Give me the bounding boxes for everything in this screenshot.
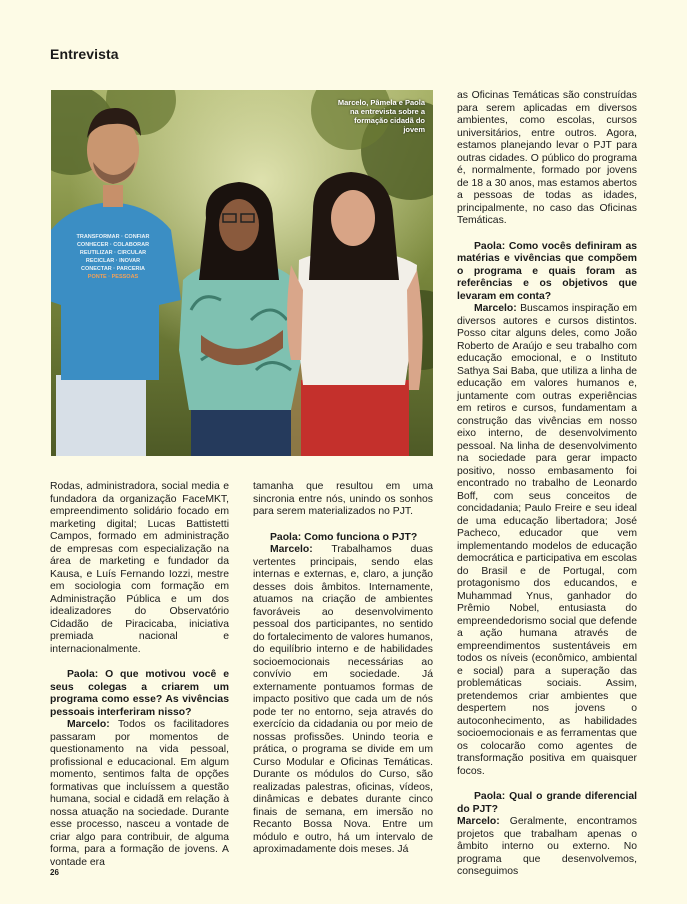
answer-paragraph: Marcelo: Buscamos inspiração em diversos autores e cursos distintos. Posso citar alguns deles, como João Roberto de Araújo e seu trabalho com educação emocional, e o Instituto Sathya Sai Baba, que utiliza a linha de educação em valores humanos e, juntamente com outras experiências em retiros e cursos, fundamentam a construção das vivências em nosso eixo interno, de desenvolvimento pessoal. Na linha de desenvolvimento na sociedade para gerar impacto positivo, nosso embasamento foi encontrado no trabalho de Leonardo Boff, com seus conceitos de concidadania; Paulo Freire e seu ideal de uma educação libertadora; José Pacheco, educador que vem implementando modelos de educação democrática e participativa em escolas do Brasil e de Portugal, com protagonismo dos educandos, e Muhammad Ynus, ganhador do Prêmio Nobel, entusiasta do empreendedorismo social que defende a ação humana através de empreendimentos sustentáveis em todos os níveis (econômico, ambiental e social) para a superação das problemáticas sociais. Assim, pretendemos criar ambientes que despertem nos jovens o autoconhecimento, as habilidades socioemocionais e as ferramentas que os colocarão como agentes de transformação positiva em quaisquer focos. bbox=[457, 303, 638, 777]
speaker-paola: Paola: bbox=[474, 240, 506, 252]
intro-paragraph: Rodas, administradora, social media e fundadora da organização FaceMKT, empreendimento solidário focado em marketing digital; Lucas Battistetti Campos, formado em administração de empresas com especialização na área de marketing e fundador da Kausa, e Luís Fernando Iozzi, mestre em sociologia com formação em Administração Pública e um dos idealizadores do Observatório Cidadão de Piracicaba, iniciativa premiada nacional e internacionalmente. bbox=[50, 481, 229, 655]
text-column-1 bbox=[50, 481, 229, 869]
text-column-2 bbox=[253, 481, 433, 857]
speaker-marcelo: Marcelo: bbox=[270, 544, 313, 555]
continuation-paragraph: tamanha que resultou em uma sincronia entre nós, unindo os sonhos para serem materializados no PJT. bbox=[253, 481, 433, 517]
page-number: 26 bbox=[50, 868, 59, 877]
section-title: Entrevista bbox=[50, 46, 119, 62]
text-column-3 bbox=[457, 90, 637, 879]
question-paragraph: Paola: Qual o grande diferencial do PJT? bbox=[457, 791, 638, 815]
continuation-paragraph: as Oficinas Temáticas são construídas para serem aplicadas em diversos ambientes, como escolas, cursos universitários, entre outros. Agora, estamos planejando levar o PJT para outras cidades. O público do programa é, normalmente, formado por jovens de 18 a 30 anos, mas estamos abertos a pessoas de todas as idades, principalmente, no caso das Oficinas Temáticas. bbox=[457, 90, 637, 226]
svg-text:CONHECER · COLABORAR: CONHECER · COLABORAR bbox=[76, 242, 150, 248]
question-paragraph: Paola: O que motivou você e seus colegas a criarem um programa como esse? As vivências pessoais interferiram nisso? bbox=[50, 669, 229, 718]
speaker-marcelo: Marcelo: bbox=[457, 816, 500, 827]
speaker-paola: Paola: bbox=[474, 791, 506, 802]
svg-text:CONECTAR · PARCERIA: CONECTAR · PARCERIA bbox=[81, 266, 145, 272]
speaker-paola: Paola: bbox=[67, 669, 99, 680]
answer-paragraph: Marcelo: Geralmente, encontramos projetos que trabalham apenas o âmbito interno ou externo. No programa que desenvolvemos, conseguimos bbox=[457, 816, 637, 877]
speaker-paola: Paola: bbox=[270, 531, 302, 543]
svg-text:RECICLAR · INOVAR: RECICLAR · INOVAR bbox=[85, 258, 141, 264]
photo-caption: Marcelo, Pâmela e Paola na entrevista sobre a formação cidadã do jovem bbox=[337, 98, 425, 134]
interview-photo bbox=[51, 90, 433, 456]
question-paragraph: Paola: Como funciona o PJT? bbox=[270, 531, 418, 543]
answer-paragraph: Marcelo: Todos os facilitadores passaram por momentos de questionamento na vida pessoal, profissional e educacional. Em algum momento, sentimos falta de opções formativas que incluíssem a questão humana, social e cidadã em relação à nossa atuação na sociedade. Durante esse processo, nasceu a vontade de criar algo para contribuir, de alguma forma, para a formação de jovens. A vontade era bbox=[50, 719, 229, 868]
speaker-marcelo: Marcelo: bbox=[67, 719, 110, 730]
speaker-marcelo: Marcelo: bbox=[474, 303, 517, 314]
photo-illustration bbox=[51, 90, 433, 456]
svg-text:PONTE · PESSOAS: PONTE · PESSOAS bbox=[87, 274, 139, 280]
svg-text:TRANSFORMAR · CONFIAR: TRANSFORMAR · CONFIAR bbox=[76, 234, 150, 240]
answer-paragraph: Marcelo: Trabalhamos duas vertentes principais, sendo elas internas e externas, e, claro, a junção desses dois âmbitos. Internamente, atuamos na criação de ambientes favoráveis ao desenvolvimento pessoal dos participantes, no sentido do fortalecimento de valores humanos, do equilíbrio interno e de habilidades socioemocionais necessárias ao convívio em sociedade. Já externamente pontuamos formas de impacto positivo que cada um de nós pode ter no entorno, seja através do exercício da cidadania ou por meio de nossas profissões. Unindo teoria e prática, o programa se divide em um Curso Modular e Oficinas Temáticas. Durante os módulos do Curso, são realizadas palestras, oficinas, vídeos, dinâmicas e debates durante cinco finais de semana, em imersão no Recanto Bossa Nova. Entre um módulo e outro, há um intervalo de aproximadamente dois meses. Já bbox=[253, 544, 434, 855]
question-paragraph: Paola: Como vocês definiram as matérias e vivências que compõem o programa e quais foram as referências e os objetivos que levaram em conta? bbox=[457, 240, 638, 302]
svg-text:REUTILIZAR · CIRCULAR: REUTILIZAR · CIRCULAR bbox=[79, 250, 147, 256]
